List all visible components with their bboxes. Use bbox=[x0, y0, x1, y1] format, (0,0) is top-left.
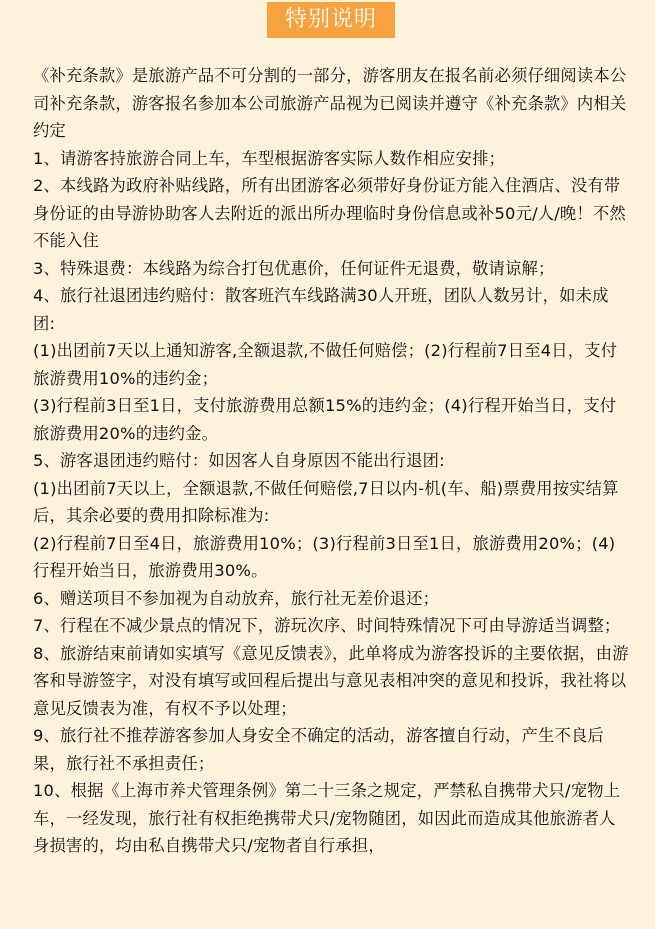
term-item-7: 7、行程在不减少景点的情况下，游玩次序、时间特殊情况下可由导游适当调整； bbox=[33, 616, 621, 635]
term-item-5: 5、游客退团违约赔付：如因客人自身原因不能出行退团: bbox=[33, 451, 445, 470]
page-title: 特别说明 bbox=[267, 2, 395, 38]
term-item-4-sub-a: (1)出团前7天以上通知游客,全额退款,不做任何赔偿；(2)行程前7日至4日，支付旅游费用10%的违约金； bbox=[33, 341, 618, 388]
terms-content bbox=[33, 62, 629, 860]
term-item-5-sub-b: (2)行程前7日至4日，旅游费用10%；(3)行程前3日至1日，旅游费用20%；(4)行程开始当日，旅游费用30%。 bbox=[33, 533, 616, 580]
title-bar bbox=[33, 0, 629, 54]
term-item-4: 4、旅行社退团违约赔付：散客班汽车线路满30人开班，团队人数另计，如未成团: bbox=[33, 286, 609, 333]
term-item-5-sub-a: (1)出团前7天以上，全额退款,不做任何赔偿,7日以内-机(车、船)票费用按实结算后，其余必要的费用扣除标准为: bbox=[33, 478, 619, 525]
term-item-2: 2、本线路为政府补贴线路，所有出团游客必须带好身份证方能入住酒店、没有带身份证的由导游协助客人去附近的派出所办理临时身份信息或补50元/人/晚！不然不能入住 bbox=[33, 176, 626, 250]
term-item-9: 9、旅行社不推荐游客参加人身安全不确定的活动，游客擅自行动，产生不良后果，旅行社不承担责任； bbox=[33, 726, 604, 773]
terms-intro: 《补充条款》是旅游产品不可分割的一部分，游客朋友在报名前必须仔细阅读本公司补充条款，游客报名参加本公司旅游产品视为已阅读并遵守《补充条款》内相关约定 bbox=[33, 66, 627, 140]
term-item-3: 3、特殊退费：本线路为综合打包优惠价，任何证件无退费，敬请谅解； bbox=[33, 258, 555, 278]
term-item-6: 6、赠送项目不参加视为自动放弃，旅行社无差价退还； bbox=[33, 588, 440, 608]
term-item-1: 1、请游客持旅游合同上车，车型根据游客实际人数作相应安排； bbox=[33, 148, 506, 168]
term-item-8: 8、旅游结束前请如实填写《意见反馈表》，此单将成为游客投诉的主要依据，由游客和导游签字，对没有填写或回程后提出与意见表相冲突的意见和投诉，我社将以意见反馈表为准，有权不予以处理； bbox=[33, 643, 629, 718]
term-item-4-sub-b: (3)行程前3日至1日，支付旅游费用总额15%的违约金；(4)行程开始当日，支付旅游费用20%的违约金。 bbox=[33, 396, 617, 443]
term-item-10: 10、根据《上海市养犬管理条例》第二十三条之规定，严禁私自携带犬只/宠物上车，一经发现，旅行社有权拒绝携带犬只/宠物随团，如因此而造成其他旅游者人身损害的，均由私自携带犬只/宠物者自行承担， bbox=[33, 781, 621, 855]
